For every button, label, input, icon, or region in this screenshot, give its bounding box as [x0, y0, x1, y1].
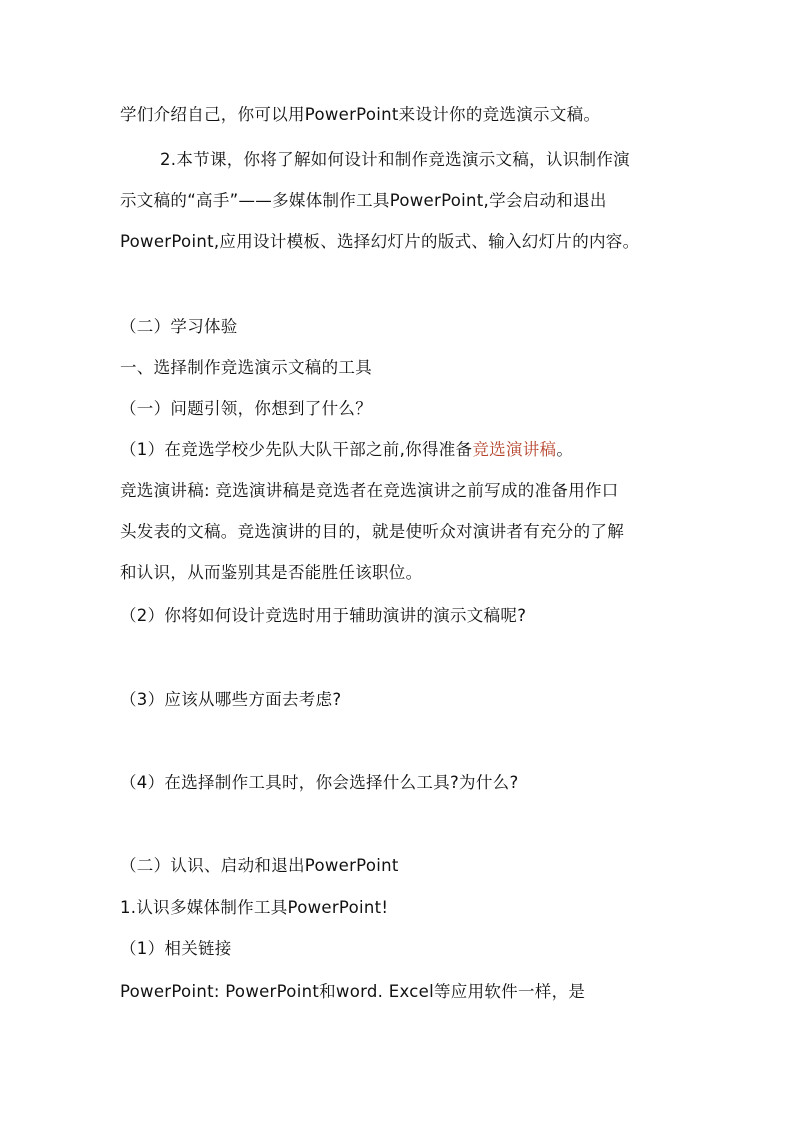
highlight-term: 竞选演讲稿 — [472, 440, 557, 459]
question-line — [120, 439, 680, 461]
question-line: （4）在选择制作工具时，你会选择什么工具?为什么? — [120, 773, 519, 792]
list-item: 1.认识多媒体制作工具PowerPoint! — [120, 898, 389, 917]
paragraph-line: PowerPoint: PowerPoint和word. Excel等应用软件一样，是 — [120, 982, 586, 1001]
heading: 一、选择制作竞选演示文稿的工具 — [120, 358, 372, 377]
definition-line: 和认识，从而鉴别其是否能胜任该职位。 — [120, 563, 423, 582]
section-title: （二）学习体验 — [120, 317, 238, 336]
question-punct: 。 — [556, 440, 574, 459]
subheading: （二）认识、启动和退出PowerPoint — [120, 856, 399, 875]
question-line: （2）你将如何设计竞选时用于辅助演讲的演示文稿呢? — [120, 606, 527, 625]
definition-line: 竞选演讲稿: 竞选演讲稿是竞选者在竞选演讲之前写成的准备用作口 — [120, 481, 619, 500]
paragraph-line: PowerPoint,应用设计模板、选择幻灯片的版式、输入幻灯片的内容。 — [120, 232, 640, 251]
question-line: （3）应该从哪些方面去考虑? — [120, 690, 342, 709]
paragraph-line: 2.本节课，你将了解如何设计和制作竞选演示文稿，认识制作演 — [160, 150, 630, 169]
paragraph-line: 学们介绍自己，你可以用PowerPoint来设计你的竞选演示文稿。 — [120, 105, 601, 124]
subheading: （一）问题引领，你想到了什么？ — [120, 399, 372, 418]
question-text: （1）在竞选学校少先队大队干部之前,你得准备 — [120, 440, 473, 459]
paragraph-line: 示文稿的“高手”——多媒体制作工具PowerPoint,学会启动和退出 — [120, 191, 607, 210]
link-title: （1）相关链接 — [120, 939, 232, 958]
definition-line: 头发表的文稿。竞选演讲的目的，就是使听众对演讲者有充分的了解 — [120, 522, 624, 541]
